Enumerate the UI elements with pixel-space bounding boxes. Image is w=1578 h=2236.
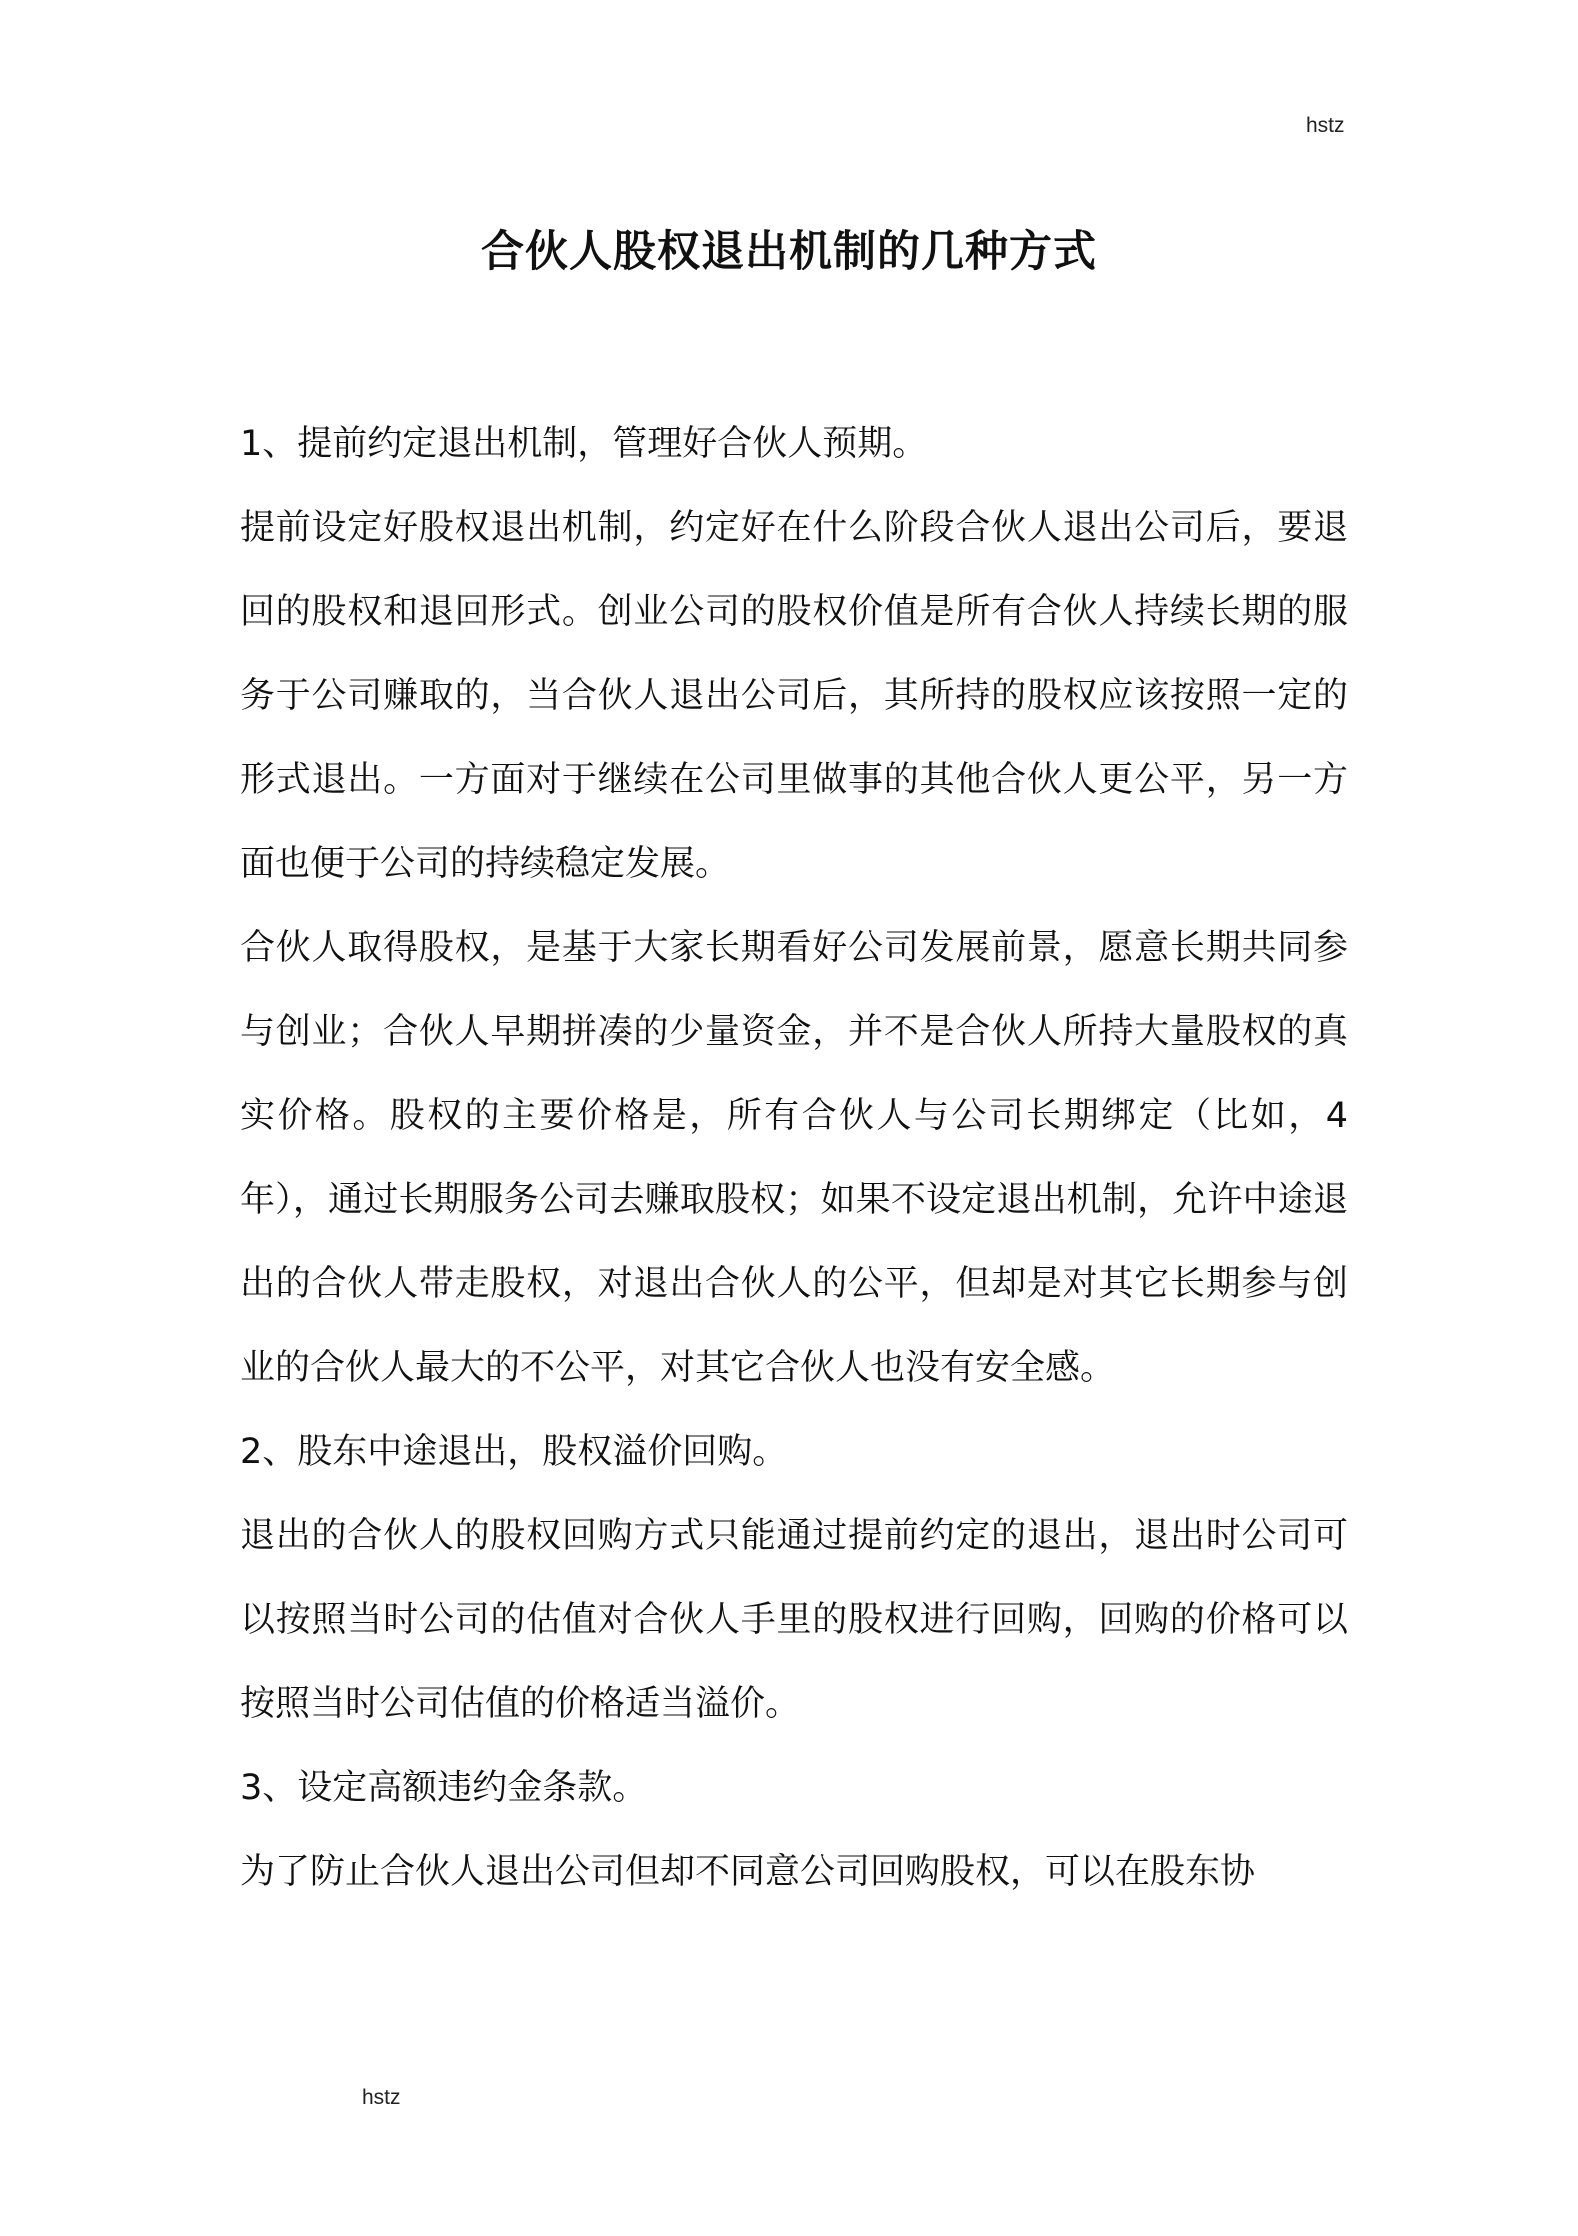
section-heading-2: 2、股东中途退出，股权溢价回购。 [240,1432,788,1472]
page-header-mark: hstz [1306,114,1345,137]
section-heading-3: 3、设定高额违约金条款。 [240,1768,648,1808]
document-body [240,402,1348,1914]
paragraph: 退出的合伙人的股权回购方式只能通过提前约定的退出，退出时公司可以按照当时公司的估值对合伙人手里的股权进行回购，回购的价格可以按照当时公司估值的价格适当溢价。 [240,1516,1348,1724]
paragraph: 合伙人取得股权，是基于大家长期看好公司发展前景，愿意长期共同参与创业；合伙人早期拼凑的少量资金，并不是合伙人所持大量股权的真实价格。股权的主要价格是，所有合伙人与公司长期绑定（比如，4 年），通过长期服务公司去赚取股权；如果不设定退出机制，允许中途退出的合伙人带走股权，对退出合伙人的公平，但却是对其它长期参与创业的合伙人最大的不公平，对其它合伙人也没有安全感。 [240,928,1348,1388]
section-heading-1: 1、提前约定退出机制，管理好合伙人预期。 [240,424,928,464]
page-footer-mark: hstz [362,2086,401,2109]
paragraph: 为了防止合伙人退出公司但却不同意公司回购股权，可以在股东协 [240,1852,1256,1892]
paragraph: 提前设定好股权退出机制，约定好在什么阶段合伙人退出公司后，要退回的股权和退回形式。创业公司的股权价值是所有合伙人持续长期的服务于公司赚取的，当合伙人退出公司后，其所持的股权应该按照一定的形式退出。一方面对于继续在公司里做事的其他合伙人更公平，另一方面也便于公司的持续稳定发展。 [240,508,1348,884]
document-title: 合伙人股权退出机制的几种方式 [481,227,1097,277]
